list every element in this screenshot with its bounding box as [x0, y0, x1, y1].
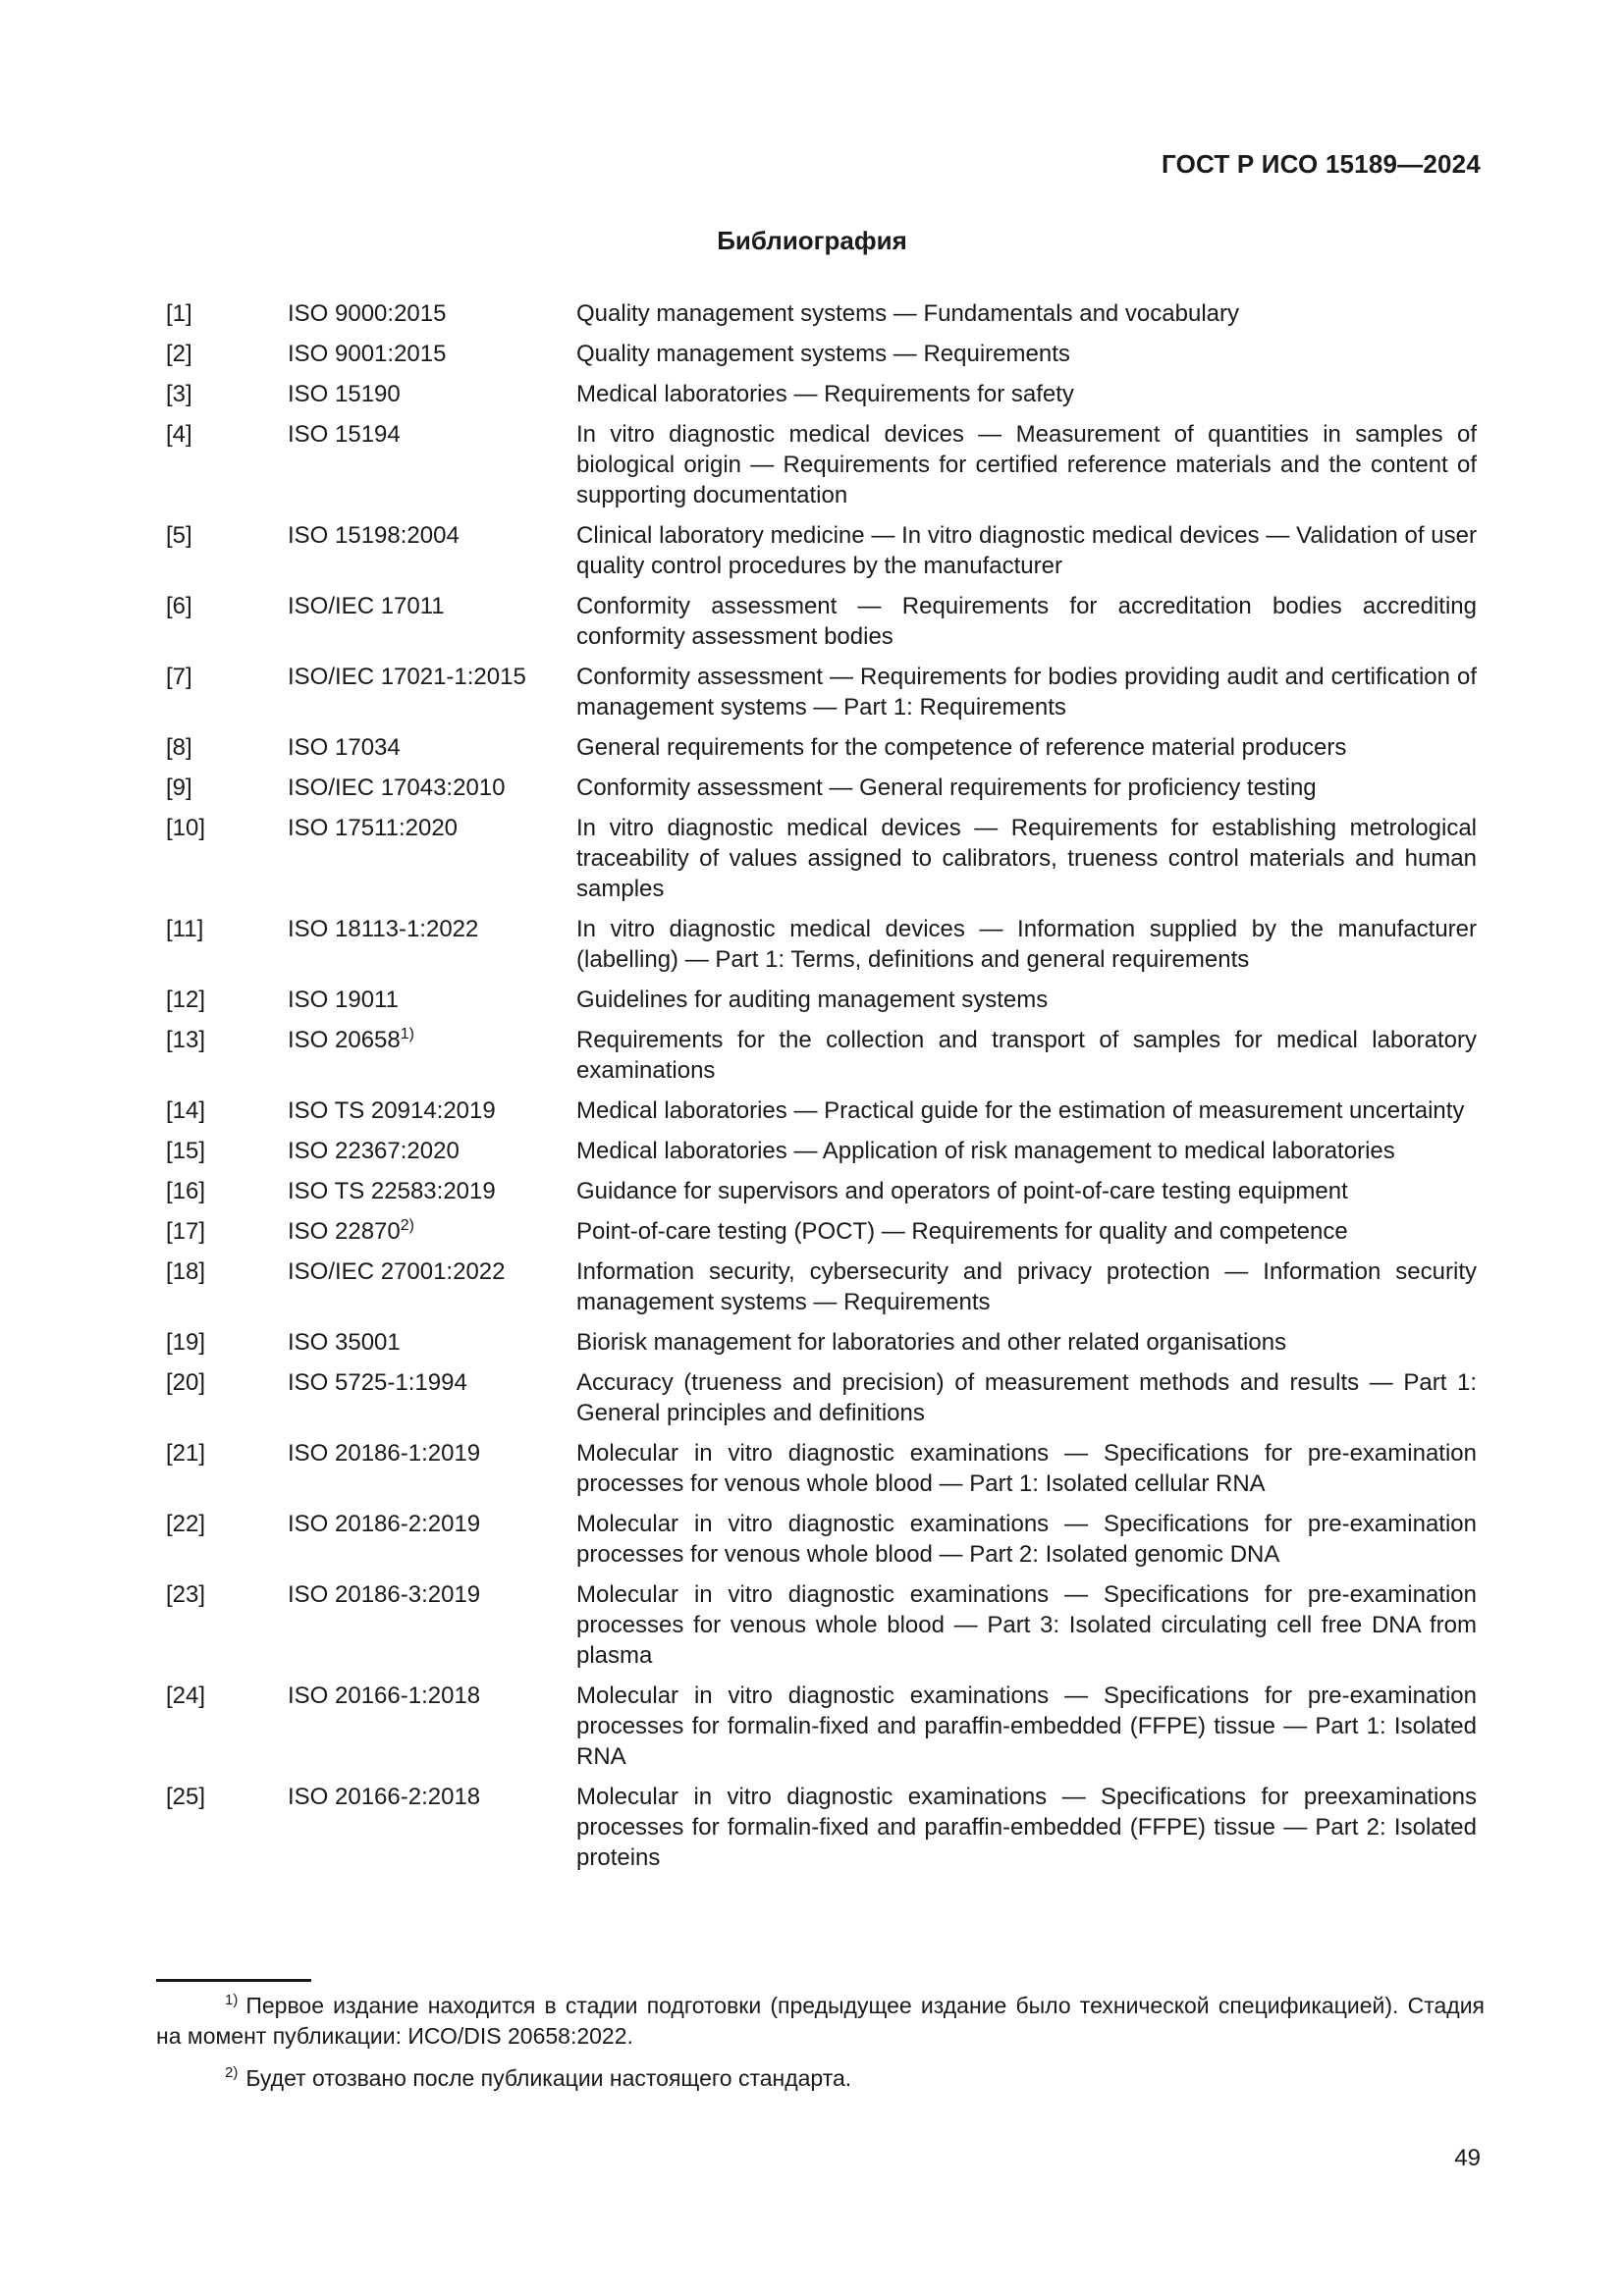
bibliography-entry — [166, 1256, 1477, 1317]
entry-title: Molecular in vitro diagnostic examinations — Specifications for preexaminations processes for formalin-fixed and paraffin-embedded (FFPE) tissue — Part 2: Isolated proteins — [576, 1784, 1477, 1871]
entry-title: Clinical laboratory medicine — In vitro diagnostic medical devices — Validation of user quality control procedures by the manufacturer — [576, 522, 1477, 579]
entry-number: [11] — [166, 916, 204, 942]
entry-number: [14] — [166, 1097, 206, 1124]
entry-standard-code — [288, 419, 576, 510]
entry-title: Molecular in vitro diagnostic examinations — Specifications for pre-examination processes for venous whole blood — Part 1: Isolated cellular RNA — [576, 1440, 1477, 1497]
entry-number: [20] — [166, 1369, 206, 1396]
entry-standard-code — [288, 1136, 576, 1166]
bibliography-entry — [166, 591, 1477, 652]
bibliography-entry — [166, 773, 1477, 803]
entry-number: [25] — [166, 1784, 206, 1810]
entry-title: Guidelines for auditing management systems — [576, 987, 1049, 1013]
footnote-marker: 2) — [225, 2064, 239, 2081]
entry-standard-code — [288, 1367, 576, 1428]
page-number: 49 — [1454, 2145, 1481, 2171]
entry-number: [15] — [166, 1138, 206, 1164]
entry-standard-code — [288, 1782, 576, 1873]
bibliography-entry — [166, 1367, 1477, 1428]
standard-code-text: ISO 22367:2020 — [288, 1138, 460, 1164]
standard-code-text: ISO 20186-2:2019 — [288, 1511, 481, 1537]
standard-code-text: ISO 20186-1:2019 — [288, 1440, 481, 1467]
bibliography-entry — [166, 379, 1477, 409]
standard-code-text: ISO 17511:2020 — [288, 815, 459, 841]
entry-standard-code — [288, 1438, 576, 1499]
standard-code-text: ISO TS 20914:2019 — [288, 1097, 496, 1124]
bibliography-entry — [166, 298, 1477, 329]
footnotes — [156, 1991, 1485, 2106]
standard-code-text: ISO 20166-1:2018 — [288, 1682, 481, 1709]
footnote — [156, 2063, 1485, 2094]
entry-number: [7] — [166, 664, 192, 690]
entry-title: Conformity assessment — Requirements for accreditation bodies accrediting conformity assessment bodies — [576, 593, 1477, 650]
standard-code-text: ISO 15194 — [288, 421, 401, 448]
entry-number: [24] — [166, 1682, 206, 1709]
footnote-text: Будет отозвано после публикации настоящего стандарта. — [245, 2065, 852, 2091]
entry-title: Medical laboratories — Application of risk management to medical laboratories — [576, 1138, 1395, 1164]
standard-code-text: ISO/IEC 17021-1:2015 — [288, 664, 526, 690]
entry-title: Molecular in vitro diagnostic examinations — Specifications for pre-examination processes for venous whole blood — Part 2: Isolated genomic DNA — [576, 1511, 1477, 1568]
bibliography-entry — [166, 520, 1477, 581]
bibliography-entry — [166, 1681, 1477, 1772]
bibliography-entry — [166, 1438, 1477, 1499]
standard-code-text: ISO 5725-1:1994 — [288, 1369, 467, 1396]
entry-number: [3] — [166, 381, 192, 407]
entry-number: [6] — [166, 593, 192, 619]
entry-title: In vitro diagnostic medical devices — Requirements for establishing metrological traceability of values assigned to calibrators, trueness control materials and human samples — [576, 815, 1477, 902]
bibliography-list — [166, 298, 1477, 1883]
entry-title: Molecular in vitro diagnostic examinations — Specifications for pre-examination processes for formalin-fixed and paraffin-embedded (FFPE) tissue — Part 1: Isolated RNA — [576, 1682, 1477, 1770]
entry-standard-code — [288, 1681, 576, 1772]
entry-standard-code — [288, 813, 576, 904]
entry-title: In vitro diagnostic medical devices — Information supplied by the manufacturer (labelling) — Part 1: Terms, definitions and general requirements — [576, 916, 1477, 973]
entry-standard-code — [288, 732, 576, 763]
entry-standard-code — [288, 1176, 576, 1206]
bibliography-entry — [166, 1782, 1477, 1873]
entry-title: Quality management systems — Fundamentals and vocabulary — [576, 300, 1239, 327]
entry-number: [19] — [166, 1329, 206, 1356]
entry-number: [18] — [166, 1258, 206, 1285]
bibliography-entry — [166, 1136, 1477, 1166]
entry-number: [1] — [166, 300, 192, 327]
footnote — [156, 1991, 1485, 2052]
bibliography-entry — [166, 419, 1477, 510]
entry-title: Biorisk management for laboratories and other related organisations — [576, 1329, 1287, 1356]
entry-standard-code — [288, 1256, 576, 1317]
bibliography-entry — [166, 1327, 1477, 1358]
entry-title: Medical laboratories — Requirements for safety — [576, 381, 1074, 407]
standard-code-text: ISO 20186-3:2019 — [288, 1581, 481, 1608]
bibliography-entry — [166, 914, 1477, 975]
standard-code-text: ISO/IEC 27001:2022 — [288, 1258, 506, 1285]
entry-title: Guidance for supervisors and operators of point-of-care testing equipment — [576, 1178, 1348, 1204]
bibliography-entry — [166, 1176, 1477, 1206]
entry-title: Conformity assessment — General requirements for proficiency testing — [576, 774, 1317, 801]
entry-standard-code — [288, 662, 576, 722]
bibliography-entry — [166, 1025, 1477, 1086]
entry-number: [9] — [166, 774, 192, 801]
entry-number: [21] — [166, 1440, 206, 1467]
footnote-marker: 1) — [400, 1026, 414, 1042]
entry-number: [2] — [166, 341, 192, 367]
entry-standard-code — [288, 1327, 576, 1358]
entry-title: General requirements for the competence of reference material producers — [576, 734, 1347, 761]
entry-number: [4] — [166, 421, 192, 448]
entry-title: Medical laboratories — Practical guide for the estimation of measurement uncertainty — [576, 1097, 1465, 1124]
bibliography-entry — [166, 1509, 1477, 1570]
entry-standard-code — [288, 914, 576, 975]
entry-standard-code — [288, 1216, 576, 1247]
bibliography-entry — [166, 1095, 1477, 1126]
standard-code-text: ISO 18113-1:2022 — [288, 916, 479, 942]
entry-number: [23] — [166, 1581, 206, 1608]
entry-title: In vitro diagnostic medical devices — Measurement of quantities in samples of biological origin — Requirements for certified reference materials and the content of supporting documentation — [576, 421, 1477, 508]
entry-standard-code — [288, 520, 576, 581]
entry-number: [22] — [166, 1511, 206, 1537]
document-code: ГОСТ Р ИСО 15189—2024 — [1161, 149, 1481, 179]
standard-code-text: ISO/IEC 17011 — [288, 593, 445, 619]
entry-standard-code — [288, 1579, 576, 1671]
bibliography-entry — [166, 985, 1477, 1015]
standard-code-text: ISO 19011 — [288, 987, 399, 1013]
standard-code-text: ISO 9000:2015 — [288, 300, 447, 327]
entry-title: Conformity assessment — Requirements for bodies providing audit and certification of management systems — Part 1: Requirements — [576, 664, 1477, 721]
standard-code-text: ISO 20658 — [288, 1027, 401, 1053]
standard-code-text: ISO 15198:2004 — [288, 522, 460, 549]
entry-standard-code — [288, 773, 576, 803]
entry-number: [12] — [166, 987, 206, 1013]
entry-title: Point-of-care testing (POCT) — Requirements for quality and competence — [576, 1218, 1348, 1245]
footnote-marker: 1) — [225, 1992, 239, 2008]
entry-title: Accuracy (trueness and precision) of measurement methods and results — Part 1: General principles and definitions — [576, 1369, 1477, 1426]
standard-code-text: ISO/IEC 17043:2010 — [288, 774, 506, 801]
entry-number: [16] — [166, 1178, 206, 1204]
footnote-marker: 2) — [400, 1217, 414, 1234]
bibliography-entry — [166, 339, 1477, 369]
bibliography-entry — [166, 1216, 1477, 1247]
entry-title: Quality management systems — Requirements — [576, 341, 1070, 367]
footnote-divider — [156, 1979, 311, 1982]
entry-standard-code — [288, 298, 576, 329]
entry-number: [17] — [166, 1218, 206, 1245]
entry-standard-code — [288, 1095, 576, 1126]
entry-standard-code — [288, 591, 576, 652]
standard-code-text: ISO 9001:2015 — [288, 341, 447, 367]
footnote-text: Первое издание находится в стадии подготовки (предыдущее издание было технической спецификацией). Стадия на момент публикации: ИСО/DIS 20658:2022. — [156, 1993, 1485, 2049]
bibliography-entry — [166, 732, 1477, 763]
entry-number: [10] — [166, 815, 206, 841]
bibliography-entry — [166, 813, 1477, 904]
entry-number: [5] — [166, 522, 192, 549]
entry-number: [8] — [166, 734, 192, 761]
bibliography-entry — [166, 1579, 1477, 1671]
entry-standard-code — [288, 1509, 576, 1570]
standard-code-text: ISO 15190 — [288, 381, 401, 407]
bibliography-entry — [166, 662, 1477, 722]
standard-code-text: ISO 22870 — [288, 1218, 401, 1245]
standard-code-text: ISO 17034 — [288, 734, 401, 761]
entry-number: [13] — [166, 1027, 206, 1053]
entry-standard-code — [288, 985, 576, 1015]
entry-standard-code — [288, 339, 576, 369]
standard-code-text: ISO 20166-2:2018 — [288, 1784, 481, 1810]
entry-title: Information security, cybersecurity and privacy protection — Information security management systems — Requirements — [576, 1258, 1477, 1315]
standard-code-text: ISO TS 22583:2019 — [288, 1178, 496, 1204]
entry-standard-code — [288, 379, 576, 409]
standard-code-text: ISO 35001 — [288, 1329, 401, 1356]
entry-title: Molecular in vitro diagnostic examinations — Specifications for pre-examination processes for venous whole blood — Part 3: Isolated circulating cell free DNA from plasma — [576, 1581, 1477, 1669]
entry-standard-code — [288, 1025, 576, 1086]
section-title: Библиография — [717, 226, 907, 255]
entry-title: Requirements for the collection and transport of samples for medical laboratory examinations — [576, 1027, 1477, 1084]
